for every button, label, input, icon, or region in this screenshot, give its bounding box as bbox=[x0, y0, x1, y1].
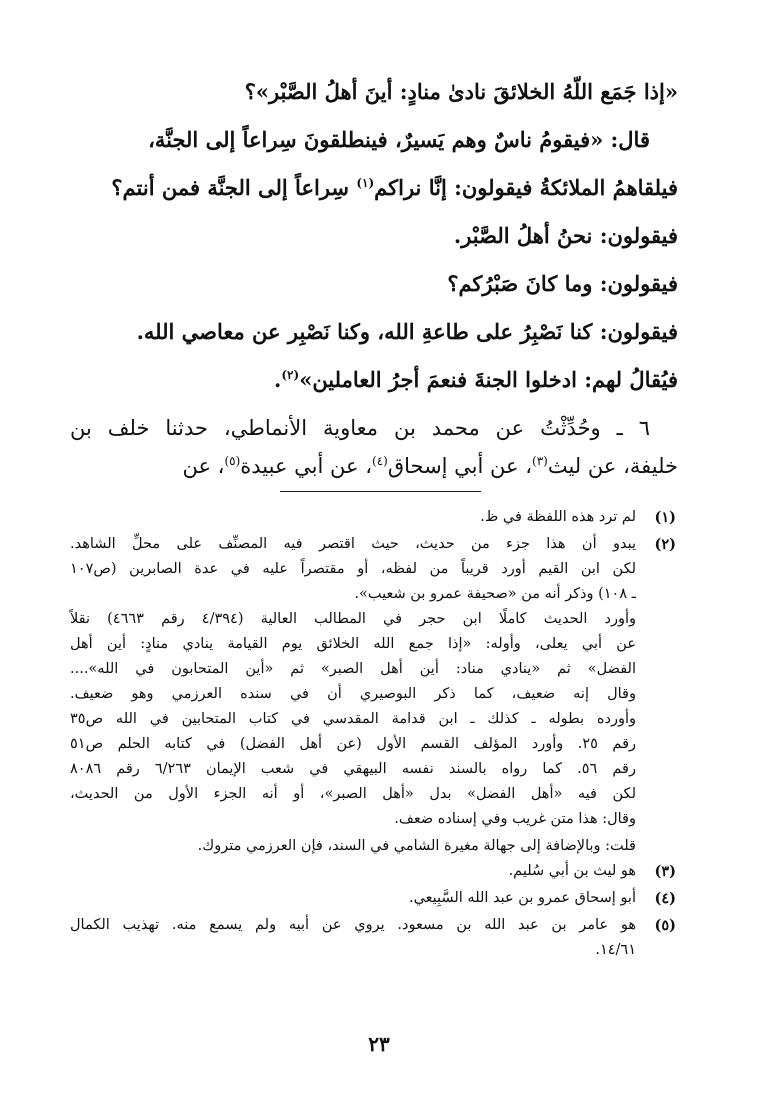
text-segment: خليفة، عن ليث bbox=[547, 454, 678, 478]
footnote-line: رقم ٥٦. كما رواه بالسند نفسه البيهقي في شعب الإيمان ٦/٢٦٣ رقم ٨٠٨٦ bbox=[70, 761, 636, 777]
footnote-line: وقال إنه ضعيف، كما ذكر البوصيري أن في سنده العرزمي وهو ضعيف. bbox=[70, 686, 636, 702]
footnote-ref-1[interactable]: (١) bbox=[356, 176, 375, 190]
text-line-4: فيقولون: نحنُ أهلُ الصَّبْر. bbox=[453, 223, 678, 248]
footnote-ref-2[interactable]: (٢) bbox=[281, 368, 300, 382]
text-segment: ، عن أبي عبيدة bbox=[240, 454, 372, 478]
footnote-5 bbox=[70, 913, 676, 963]
footnote-text bbox=[70, 532, 636, 832]
text-line-6: فيقولون: كنا نَصْبِرُ على طاعةِ الله، وكنا نَصْبِر عن معاصي الله. bbox=[136, 319, 678, 344]
footnote-4 bbox=[70, 886, 676, 911]
text-line-5: فيقولون: وما كانَ صَبْرُكم؟ bbox=[447, 271, 678, 296]
footnote-number: (٤) bbox=[654, 890, 676, 907]
footnote-line: ـ ١٠٨) وذكر أنه من «صحيفة عمرو بن شعيب». bbox=[354, 586, 636, 602]
footnote-3 bbox=[70, 859, 676, 884]
footnote-line: وأورد الحديث كاملًا ابن حجر في المطالب العالية (٤/٣٩٤ رقم ٤٦٦٣) نقلاً bbox=[70, 611, 636, 627]
footnote-number: (١) bbox=[654, 509, 676, 526]
footnote-text: هو ليث بن أبي سُليم. bbox=[508, 863, 636, 879]
text-line-9 bbox=[70, 448, 678, 484]
footnote-line: ١٤/٦١. bbox=[595, 942, 636, 958]
footnote-ref-3[interactable]: (٣) bbox=[532, 454, 548, 468]
footnote-line: لكن ابن القيم أورد قريباً من لفظه، أو مقتصراً عليه في عدة الصابرين (ص١٠٧ bbox=[70, 561, 636, 577]
text-line-1: «إذا جَمَع اللّهُ الخلائقَ نادىٰ منادٍ: أينَ أهلُ الصَّبْر»؟ bbox=[244, 79, 678, 104]
footnote-number: (٣) bbox=[654, 863, 676, 880]
footnote-line: وأورده بطوله ـ كذلك ـ ابن قدامة المقدسي في كتاب المتحابين في الله ص٣٥ bbox=[70, 711, 636, 727]
footnote-line: الفضل» ثم «ينادي مناد: أين أهل الصبر» ثم «أين المتحابون في الله».... bbox=[70, 661, 636, 677]
footnote-text bbox=[70, 913, 636, 963]
text-line-8: ٦ ـ وحُدِّثْتُ عن محمد بن معاوية الأنماطي، حدثنا خلف بن bbox=[70, 416, 650, 440]
text-segment: ، عن bbox=[182, 454, 225, 478]
footnote-line: يبدو أن هذا جزء من حديث، حيث اقتصر فيه المصنِّف على محلِّ الشاهد. bbox=[70, 536, 636, 552]
footnote-text: لم ترد هذه اللفظة في ظ. bbox=[480, 509, 636, 525]
text-segment: فيُقالُ لهم: ادخلوا الجنةَ فنعمَ أجرُ العاملين» bbox=[299, 367, 678, 392]
footnote-separator bbox=[280, 491, 481, 492]
footnote-2-comment bbox=[70, 834, 676, 859]
text-segment: فيلقاهمُ الملائكةُ فيقولون: إنَّا نراكم bbox=[374, 175, 678, 200]
main-text bbox=[70, 74, 678, 496]
text-line-2: قال: «فيقومُ ناسٌ وهم يَسيرٌ، فينطلقونَ سِراعاً إلى الجنَّة، bbox=[148, 127, 650, 152]
text-line-7 bbox=[70, 362, 678, 398]
footnote-number: (٥) bbox=[654, 917, 676, 934]
text-segment: . bbox=[274, 367, 282, 392]
footnote-line: لكن فيه «أهل الفضل» بدل «أهل الصبر»، أو أنه الجزء الأول من الحديث، bbox=[70, 786, 636, 802]
footnote-2 bbox=[70, 532, 676, 832]
text-segment: سِراعاً إلى الجنَّة فمن أنتم؟ bbox=[111, 175, 357, 200]
footnote-ref-4[interactable]: (٤) bbox=[372, 454, 388, 468]
footnote-1 bbox=[70, 505, 676, 530]
text-line-3 bbox=[70, 170, 678, 206]
footnote-ref-5[interactable]: (٥) bbox=[224, 454, 241, 468]
page-number: ٢٣ bbox=[368, 1032, 390, 1056]
footnote-line: وقال: هذا متن غريب وفي إسناده ضعف. bbox=[394, 811, 636, 827]
text-segment: ، عن أبي إسحاق bbox=[387, 454, 533, 478]
footnote-line: عن أبي يعلى، وأوله: «إذا جمع الله الخلائق يوم القيامة ينادي منادٍ: أين أهل bbox=[70, 636, 636, 652]
footnotes bbox=[70, 505, 676, 965]
footnote-line: قلت: وبالإضافة إلى جهالة مغيرة الشامي في السند، فإن العرزمي متروك. bbox=[197, 838, 636, 854]
footnote-number: (٢) bbox=[654, 536, 676, 553]
footnote-text: أبو إسحاق عمرو بن عبد الله السَّبِيعي. bbox=[408, 890, 636, 906]
footnote-line: هو عامر بن عبد الله بن مسعود. يروي عن أبيه ولم يسمع منه. تهذيب الكمال bbox=[70, 917, 636, 933]
footnote-line: رقم ٢٥. وأورد المؤلف القسم الأول (عن أهل الفضل) في كتابه الحلم ص٥١ bbox=[70, 736, 636, 752]
